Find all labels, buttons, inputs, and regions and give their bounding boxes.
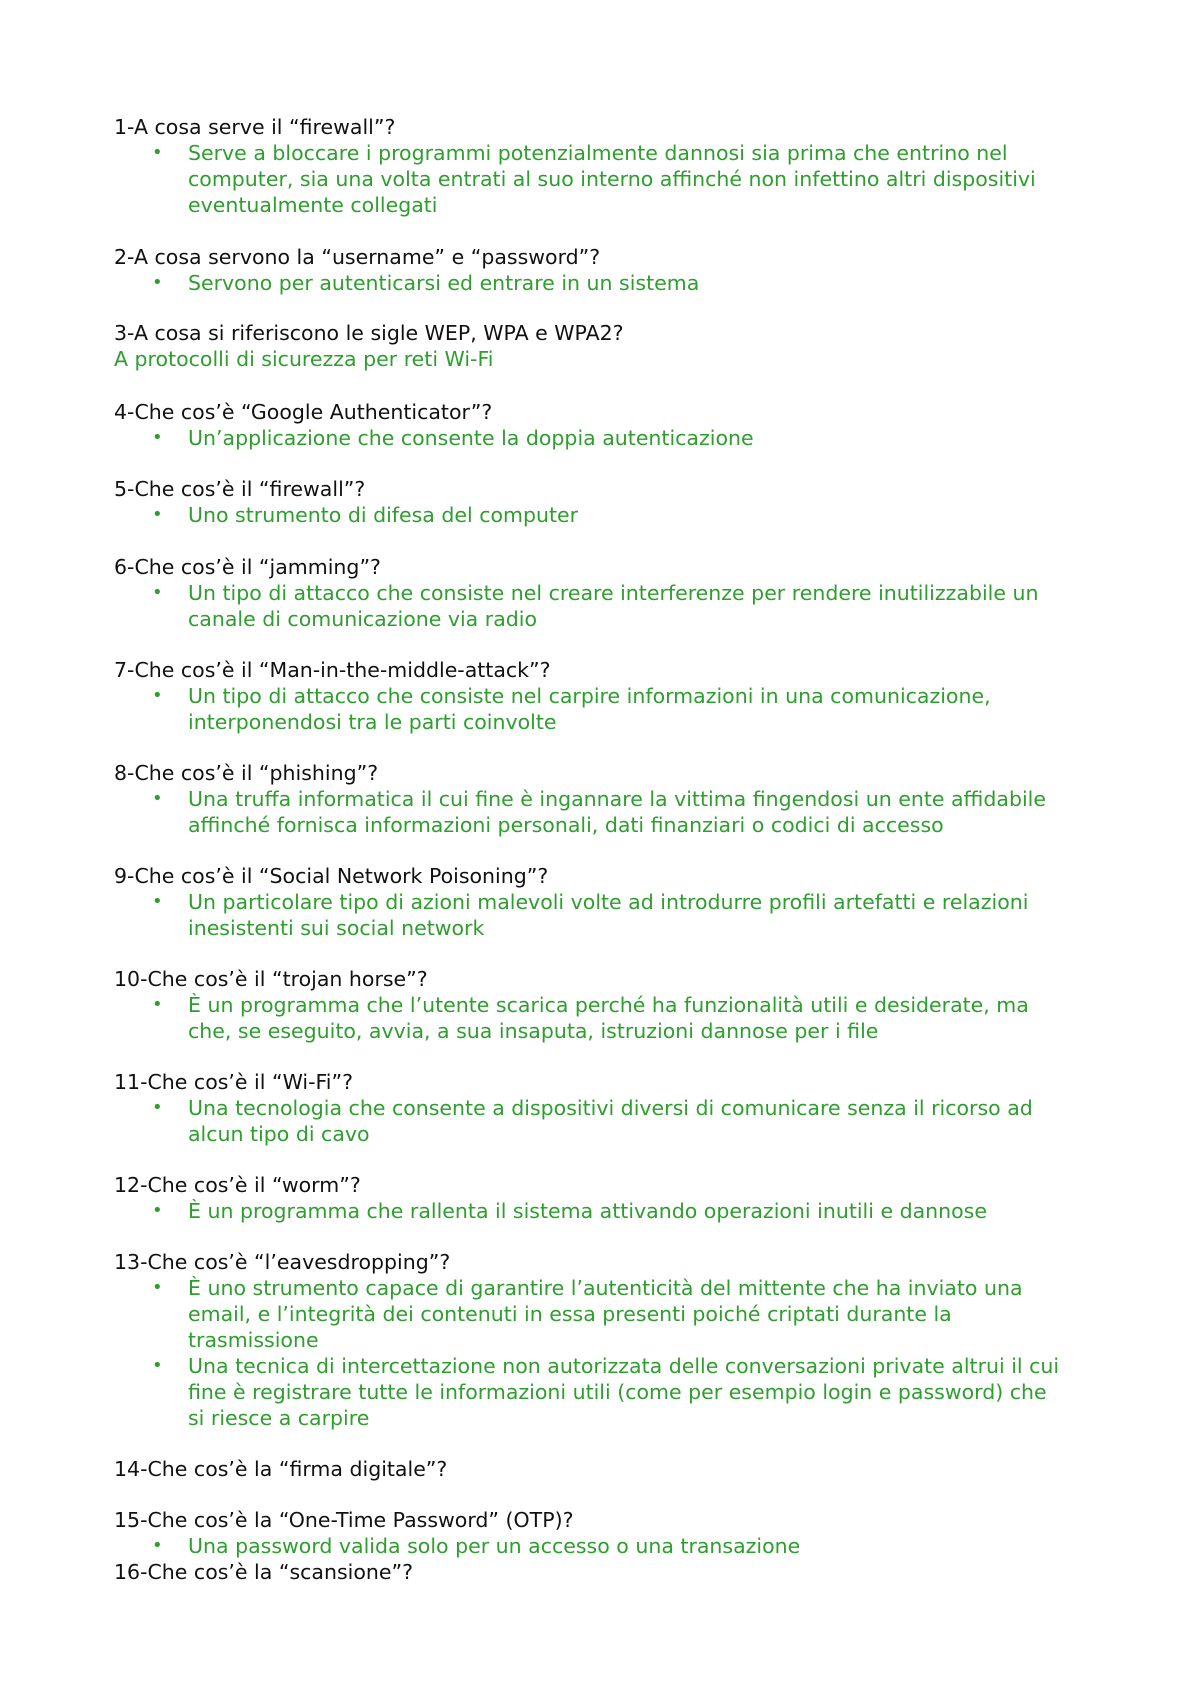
answer-list [114,425,1104,451]
bullet-icon: • [152,272,163,293]
answer-item: • Una truffa informatica il cui fine è ingannare la vittima fingendosi un ente affidabile affinché fornisca informazioni personali, dati finanziari o codici di accesso [152,787,1046,837]
question-title: 15-Che cos’è la “One-Time Password” (OTP)? [114,1508,574,1532]
question-block-6 [114,554,1104,632]
question-block-3 [114,320,1104,372]
question-block-1 [114,114,1104,218]
answer-item: • È un programma che rallenta il sistema attivando operazioni inutili e dannose [152,1199,987,1223]
answer-list [114,502,1104,528]
question-block-8 [114,760,1104,838]
bullet-icon: • [152,1097,163,1118]
question-title: 7-Che cos’è il “Man-in-the-middle-attack”? [114,658,551,682]
answer-item: • Servono per autenticarsi ed entrare in un sistema [152,271,700,295]
plain-answer: A protocolli di sicurezza per reti Wi-Fi [114,347,494,371]
answer-item: • Un’applicazione che consente la doppia autenticazione [152,426,754,450]
bullet-icon: • [152,1200,163,1221]
question-block-7 [114,657,1104,735]
question-block-4 [114,399,1104,451]
answer-list [114,786,1104,838]
answer-list [114,889,1104,941]
question-title: 16-Che cos’è la “scansione”? [114,1560,413,1584]
question-block-13 [114,1249,1104,1431]
answer-item: • Una password valida solo per un accesso o una transazione [152,1534,801,1558]
bullet-icon: • [152,1277,163,1298]
question-title: 10-Che cos’è il “trojan horse”? [114,967,428,991]
answer-list [114,683,1104,735]
question-title: 2-A cosa servono la “username” e “password”? [114,245,601,269]
question-block-2 [114,244,1104,296]
bullet-icon: • [152,582,163,603]
bullet-icon: • [152,142,163,163]
question-title: 5-Che cos’è il “firewall”? [114,477,366,501]
bullet-icon: • [152,685,163,706]
bullet-icon: • [152,788,163,809]
bullet-icon: • [152,504,163,525]
answer-item: • Serve a bloccare i programmi potenzialmente dannosi sia prima che entrino nel computer, sia una volta entrati al suo interno affinché non infettino altri dispositivi eventualmente collegati [152,141,1036,217]
answer-item: • Uno strumento di difesa del computer [152,503,579,527]
answer-list [114,580,1104,632]
answer-item: • Una tecnologia che consente a dispositivi diversi di comunicare senza il ricorso ad alcun tipo di cavo [152,1096,1033,1146]
answer-item: • È uno strumento capace di garantire l’autenticità del mittente che ha inviato una email, e l’integrità dei contenuti in essa presenti poiché criptati durante la trasmissione [152,1276,1023,1352]
question-title: 11-Che cos’è il “Wi-Fi”? [114,1070,353,1094]
question-block-9 [114,863,1104,941]
question-title: 1-A cosa serve il “firewall”? [114,115,396,139]
bullet-icon: • [152,994,163,1015]
answer-list [114,270,1104,296]
question-title: 12-Che cos’è il “worm”? [114,1173,361,1197]
question-title: 14-Che cos’è la “firma digitale”? [114,1457,448,1481]
bullet-icon: • [152,891,163,912]
bullet-icon: • [152,1535,163,1556]
question-block-14 [114,1456,1104,1482]
answer-list [114,140,1104,218]
bullet-icon: • [152,427,163,448]
answer-list [114,992,1104,1044]
answer-item: • Un particolare tipo di azioni malevoli volte ad introdurre profili artefatti e relazioni inesistenti sui social network [152,890,1029,940]
bullet-icon: • [152,1355,163,1376]
question-block-10 [114,966,1104,1044]
question-block-16 [114,1559,1104,1585]
answer-item: • Un tipo di attacco che consiste nel carpire informazioni in una comunicazione, interponendosi tra le parti coinvolte [152,684,991,734]
answer-list [114,1275,1104,1431]
answer-item: • Una tecnica di intercettazione non autorizzata delle conversazioni private altrui il cui fine è registrare tutte le informazioni utili (come per esempio login e password) che si riesce a carpire [152,1354,1060,1430]
question-block-11 [114,1069,1104,1147]
question-title: 3-A cosa si riferiscono le sigle WEP, WPA e WPA2? [114,321,624,345]
question-title: 4-Che cos’è “Google Authenticator”? [114,400,493,424]
question-title: 8-Che cos’è il “phishing”? [114,761,379,785]
question-block-12 [114,1172,1104,1224]
question-title: 9-Che cos’è il “Social Network Poisoning”? [114,864,549,888]
answer-list [114,1198,1104,1224]
question-block-5 [114,476,1104,528]
answer-item: • Un tipo di attacco che consiste nel creare interferenze per rendere inutilizzabile un canale di comunicazione via radio [152,581,1039,631]
answer-item: • È un programma che l’utente scarica perché ha funzionalità utili e desiderate, ma che, se eseguito, avvia, a sua insaputa, istruzioni dannose per i file [152,993,1029,1043]
question-title: 6-Che cos’è il “jamming”? [114,555,381,579]
question-title: 13-Che cos’è “l’eavesdropping”? [114,1250,451,1274]
question-block-15 [114,1507,1104,1559]
answer-list [114,1533,1104,1559]
answer-list [114,1095,1104,1147]
